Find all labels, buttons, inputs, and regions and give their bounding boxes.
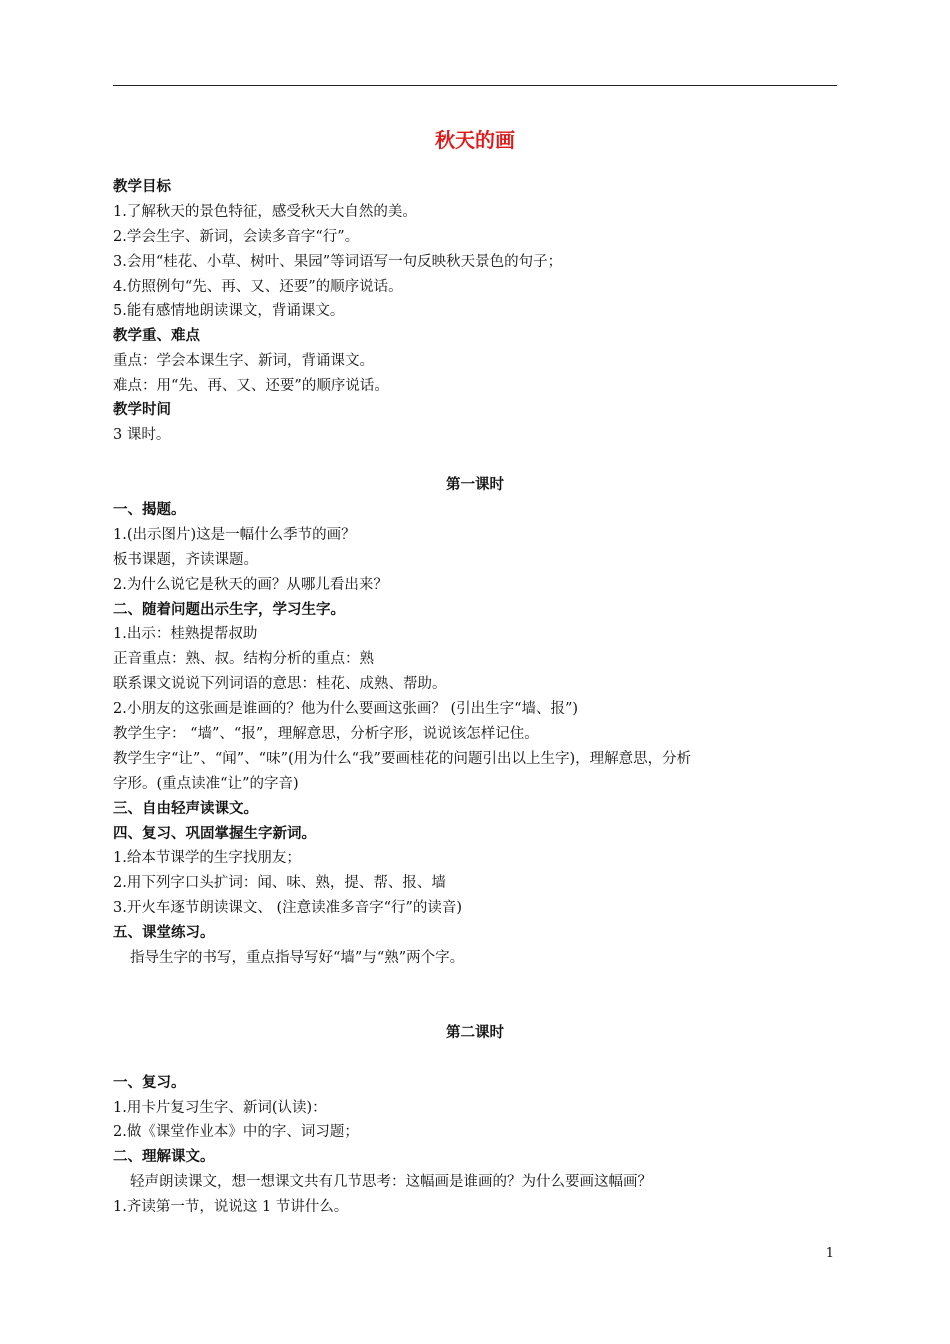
objective-item: 5.能有感情地朗读课文，背诵课文。 — [113, 303, 345, 319]
lesson2-section-heading: 一、复习。 — [113, 1075, 186, 1091]
lesson2-item: 1.齐读第一节，说说这 1 节讲什么。 — [113, 1199, 349, 1215]
lesson1-item: 板书课题，齐读课题。 — [113, 552, 258, 568]
lesson1-item: 正音重点：熟、叔。结构分析的重点：熟 — [113, 651, 374, 667]
lesson1-heading: 第一课时 — [446, 477, 504, 493]
lesson1-item: 2.为什么说它是秋天的画？从哪儿看出来？ — [113, 577, 388, 593]
lesson1-item: 教学生字“让”、“闻”、“味”(用为什么“我”要画桂花的问题引出以上生字)，理解意思，分析 — [113, 751, 692, 767]
lesson1-item: 3.开火车逐节朗读课文、 (注意读准多音字“行”的读音) — [113, 900, 463, 916]
lesson1-paragraph: 指导生字的书写，重点指导写好“墙”与“熟”两个字。 — [130, 950, 465, 966]
lesson2-paragraph: 轻声朗读课文，想一想课文共有几节思考：这幅画是谁画的？为什么要画这幅画？ — [130, 1174, 652, 1190]
lesson1-item: 教学生字： “墙”、“报”，理解意思，分析字形，说说该怎样记住。 — [113, 726, 539, 742]
lesson1-item: 1.出示：桂熟提帮叔助 — [113, 626, 258, 642]
key-point-item: 重点：学会本课生字、新词，背诵课文。 — [113, 353, 374, 369]
header-rule — [113, 85, 837, 86]
key-point-item: 难点：用“先、再、又、还要”的顺序说话。 — [113, 378, 389, 394]
lesson1-item: 2.用下列字口头扩词：闻、味、熟，提、帮、报、墙 — [113, 875, 446, 891]
lesson2-item: 2.做《课堂作业本》中的字、词习题； — [113, 1124, 359, 1140]
page-title: 秋天的画 — [435, 128, 515, 152]
time-heading: 教学时间 — [113, 402, 171, 418]
lesson1-item: 联系课文说说下列词语的意思：桂花、成熟、帮助。 — [113, 676, 447, 692]
time-value: 3 课时。 — [113, 427, 171, 443]
objective-item: 2.学会生字、新词，会读多音字“行”。 — [113, 229, 360, 245]
lesson1-item: 1.给本节课学的生字找朋友； — [113, 850, 301, 866]
lesson1-section-heading: 五、课堂练习。 — [113, 925, 215, 941]
page-number: 1 — [825, 1246, 834, 1261]
lesson2-item: 1.用卡片复习生字、新词(认读)： — [113, 1100, 327, 1116]
lesson1-section-heading: 四、复习、巩固掌握生字新词。 — [113, 826, 316, 842]
lesson1-section-heading: 二、随着问题出示生字，学习生字。 — [113, 602, 345, 618]
lesson1-item: 字形。(重点读准“让”的字音) — [113, 776, 299, 792]
lesson1-item: 2.小朋友的这张画是谁画的？他为什么要画这张画？ (引出生字“墙、报”) — [113, 701, 579, 717]
objective-item: 3.会用“桂花、小草、树叶、果园”等词语写一句反映秋天景色的句子； — [113, 254, 563, 270]
lesson2-section-heading: 二、理解课文。 — [113, 1149, 215, 1165]
lesson1-item: 1.(出示图片)这是一幅什么季节的画？ — [113, 527, 356, 543]
lesson2-heading: 第二课时 — [446, 1025, 504, 1041]
objective-item: 1.了解秋天的景色特征，感受秋天大自然的美。 — [113, 204, 417, 220]
lesson1-section-heading: 一、揭题。 — [113, 502, 186, 518]
key-points-heading: 教学重、难点 — [113, 328, 200, 344]
objective-item: 4.仿照例句“先、再、又、还要”的顺序说话。 — [113, 279, 403, 295]
lesson1-section-heading: 三、自由轻声读课文。 — [113, 801, 258, 817]
objectives-heading: 教学目标 — [113, 179, 171, 195]
